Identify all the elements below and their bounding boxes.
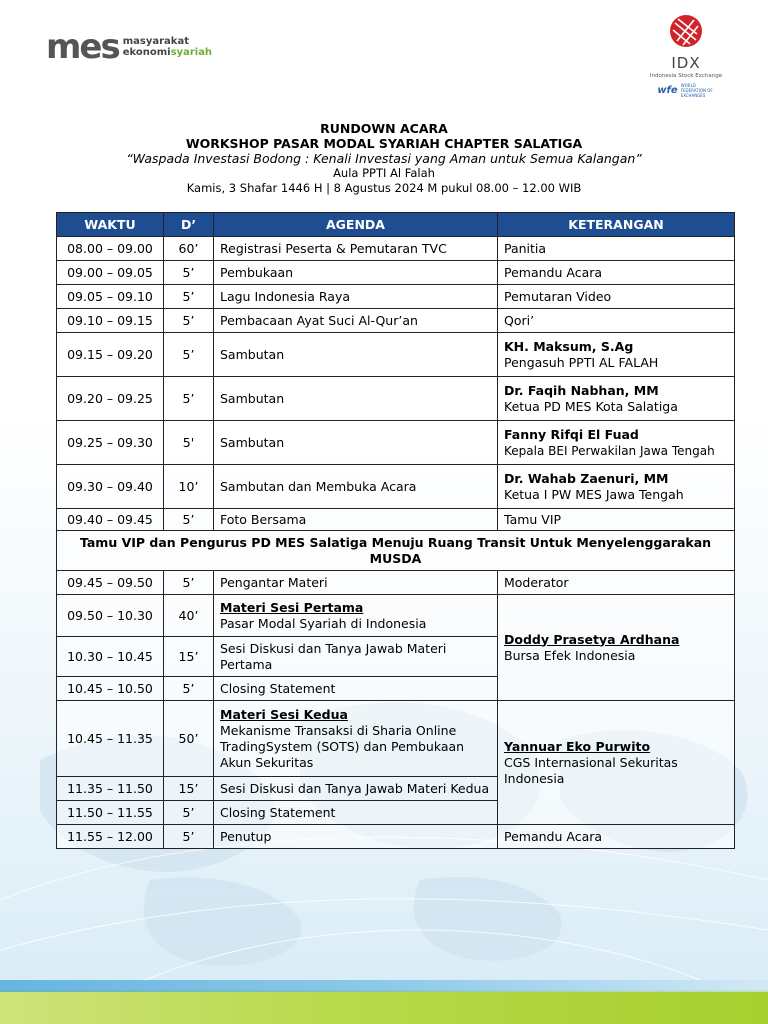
cell-agenda: Closing Statement bbox=[214, 801, 498, 825]
cell-duration: 5’ bbox=[164, 261, 214, 285]
cell-agenda: Sambutan dan Membuka Acara bbox=[214, 465, 498, 509]
event-theme: “Waspada Investasi Bodong : Kenali Investasi yang Aman untuk Semua Kalangan” bbox=[126, 151, 642, 166]
table-row bbox=[57, 465, 735, 509]
session-title: Materi Sesi Pertama bbox=[220, 599, 364, 615]
event-venue: Aula PPTI Al Falah bbox=[333, 166, 435, 180]
speaker-name: Fanny Rifqi El Fuad bbox=[504, 426, 639, 442]
speaker-role: Kepala BEI Perwakilan Jawa Tengah bbox=[504, 443, 715, 458]
wfe-logo: wfe WORLD FEDERATION OF EXCHANGES bbox=[657, 83, 713, 98]
cell-time: 10.45 – 10.50 bbox=[57, 677, 164, 701]
cell-agenda: Pengantar Materi bbox=[214, 571, 498, 595]
cell-duration: 5’ bbox=[164, 309, 214, 333]
cell-time: 09.10 – 09.15 bbox=[57, 309, 164, 333]
cell-duration: 15’ bbox=[164, 637, 214, 677]
cell-keterangan: Panitia bbox=[498, 237, 735, 261]
idx-logo bbox=[640, 14, 732, 98]
cell-keterangan: Pemandu Acara bbox=[498, 261, 735, 285]
table-row bbox=[57, 309, 735, 333]
table-row bbox=[57, 571, 735, 595]
table-row bbox=[57, 421, 735, 465]
cell-duration: 5’ bbox=[164, 825, 214, 849]
cell-agenda: Sesi Diskusi dan Tanya Jawab Materi Kedua bbox=[214, 777, 498, 801]
cell-agenda bbox=[214, 595, 498, 637]
cell-agenda: Pembacaan Ayat Suci Al-Qur’an bbox=[214, 309, 498, 333]
cell-duration: 15’ bbox=[164, 777, 214, 801]
cell-agenda: Sambutan bbox=[214, 333, 498, 377]
cell-duration: 5’ bbox=[164, 677, 214, 701]
cell-duration: 50’ bbox=[164, 701, 214, 777]
cell-keterangan: Qori’ bbox=[498, 309, 735, 333]
event-title: WORKSHOP PASAR MODAL SYARIAH CHAPTER SALATIGA bbox=[185, 136, 583, 151]
cell-duration: 60’ bbox=[164, 237, 214, 261]
document-header bbox=[0, 121, 768, 196]
cell-agenda: Foto Bersama bbox=[214, 509, 498, 531]
cell-duration: 40’ bbox=[164, 595, 214, 637]
table-row bbox=[57, 261, 735, 285]
column-header-agenda: AGENDA bbox=[214, 213, 498, 237]
column-header-durasi: D’ bbox=[164, 213, 214, 237]
table-row bbox=[57, 825, 735, 849]
cell-duration: 10’ bbox=[164, 465, 214, 509]
table-header-row bbox=[57, 213, 735, 237]
cell-time: 09.25 – 09.30 bbox=[57, 421, 164, 465]
mes-logo-caption: masyarakat ekonomisyariah bbox=[122, 36, 213, 58]
rundown-table bbox=[56, 212, 735, 849]
cell-duration: 5’ bbox=[164, 509, 214, 531]
cell-duration: 5’ bbox=[164, 333, 214, 377]
cell-keterangan: Moderator bbox=[498, 571, 735, 595]
document-title: RUNDOWN ACARA bbox=[320, 121, 448, 136]
mes-logo-wordmark: mes bbox=[46, 27, 119, 67]
speaker-name: Dr. Faqih Nabhan, MM bbox=[504, 382, 659, 398]
cell-agenda: Sesi Diskusi dan Tanya Jawab Materi Pertama bbox=[214, 637, 498, 677]
table-row bbox=[57, 701, 735, 777]
session-topic: Pasar Modal Syariah di Indonesia bbox=[220, 615, 427, 631]
cell-time: 11.35 – 11.50 bbox=[57, 777, 164, 801]
speaker-name: Dr. Wahab Zaenuri, MM bbox=[504, 470, 669, 486]
idx-logo-subtitle: Indonesia Stock Exchange bbox=[649, 73, 723, 79]
cell-time: 09.05 – 09.10 bbox=[57, 285, 164, 309]
speaker-role: Ketua I PW MES Jawa Tengah bbox=[504, 486, 684, 502]
cell-speaker-session-1 bbox=[498, 595, 735, 701]
table-row bbox=[57, 237, 735, 261]
cell-time: 10.30 – 10.45 bbox=[57, 637, 164, 677]
cell-keterangan bbox=[498, 465, 735, 509]
cell-keterangan: Pemandu Acara bbox=[498, 825, 735, 849]
cell-time: 09.20 – 09.25 bbox=[57, 377, 164, 421]
cell-speaker-session-2 bbox=[498, 701, 735, 825]
cell-duration: 5' bbox=[164, 421, 214, 465]
cell-agenda bbox=[214, 701, 498, 777]
cell-time: 09.40 – 09.45 bbox=[57, 509, 164, 531]
cell-time: 09.00 – 09.05 bbox=[57, 261, 164, 285]
mes-logo bbox=[46, 27, 213, 67]
speaker-org: Bursa Efek Indonesia bbox=[504, 647, 636, 663]
cell-agenda: Closing Statement bbox=[214, 677, 498, 701]
cell-keterangan bbox=[498, 333, 735, 377]
table-row bbox=[57, 285, 735, 309]
cell-agenda: Pembukaan bbox=[214, 261, 498, 285]
table-row bbox=[57, 333, 735, 377]
session-topic: Mekanisme Transaksi di Sharia Online TradingSystem (SOTS) dan Pembukaan Akun Sekuritas bbox=[220, 722, 465, 770]
cell-duration: 5’ bbox=[164, 285, 214, 309]
idx-logo-text: IDX bbox=[671, 54, 701, 72]
speaker-name: Yannuar Eko Purwito bbox=[504, 738, 651, 754]
cell-keterangan: Tamu VIP bbox=[498, 509, 735, 531]
column-header-waktu: WAKTU bbox=[57, 213, 164, 237]
cell-keterangan bbox=[498, 421, 735, 465]
table-row bbox=[57, 595, 735, 637]
cell-time: 09.15 – 09.20 bbox=[57, 333, 164, 377]
cell-agenda: Penutup bbox=[214, 825, 498, 849]
speaker-role: Ketua PD MES Kota Salatiga bbox=[504, 398, 678, 414]
cell-time: 09.30 – 09.40 bbox=[57, 465, 164, 509]
idx-globe-icon bbox=[669, 14, 703, 48]
event-date: Kamis, 3 Shafar 1446 H | 8 Agustus 2024 M pukul 08.00 – 12.00 WIB bbox=[186, 181, 582, 195]
table-row bbox=[57, 377, 735, 421]
cell-duration: 5’ bbox=[164, 801, 214, 825]
cell-agenda: Lagu Indonesia Raya bbox=[214, 285, 498, 309]
cell-keterangan: Pemutaran Video bbox=[498, 285, 735, 309]
cell-agenda: Sambutan bbox=[214, 377, 498, 421]
speaker-org: CGS Internasional Sekuritas Indonesia bbox=[504, 754, 678, 786]
cell-duration: 5’ bbox=[164, 377, 214, 421]
cell-duration: 5’ bbox=[164, 571, 214, 595]
cell-time: 10.45 – 11.35 bbox=[57, 701, 164, 777]
table-row bbox=[57, 509, 735, 531]
cell-time: 09.50 – 10.30 bbox=[57, 595, 164, 637]
session-title: Materi Sesi Kedua bbox=[220, 706, 348, 722]
cell-time: 11.50 – 11.55 bbox=[57, 801, 164, 825]
transit-note: Tamu VIP dan Pengurus PD MES Salatiga Menuju Ruang Transit Untuk Menyelenggarakan MUSDA bbox=[57, 531, 735, 571]
speaker-name: Doddy Prasetya Ardhana bbox=[504, 631, 680, 647]
speaker-role: Pengasuh PPTI AL FALAH bbox=[504, 354, 659, 370]
cell-agenda: Sambutan bbox=[214, 421, 498, 465]
transit-note-row bbox=[57, 531, 735, 571]
cell-agenda: Registrasi Peserta & Pemutaran TVC bbox=[214, 237, 498, 261]
bottom-color-band bbox=[0, 990, 768, 1024]
cell-time: 11.55 – 12.00 bbox=[57, 825, 164, 849]
cell-time: 08.00 – 09.00 bbox=[57, 237, 164, 261]
cell-keterangan bbox=[498, 377, 735, 421]
cell-time: 09.45 – 09.50 bbox=[57, 571, 164, 595]
speaker-name: KH. Maksum, S.Ag bbox=[504, 338, 634, 354]
column-header-keterangan: KETERANGAN bbox=[498, 213, 735, 237]
